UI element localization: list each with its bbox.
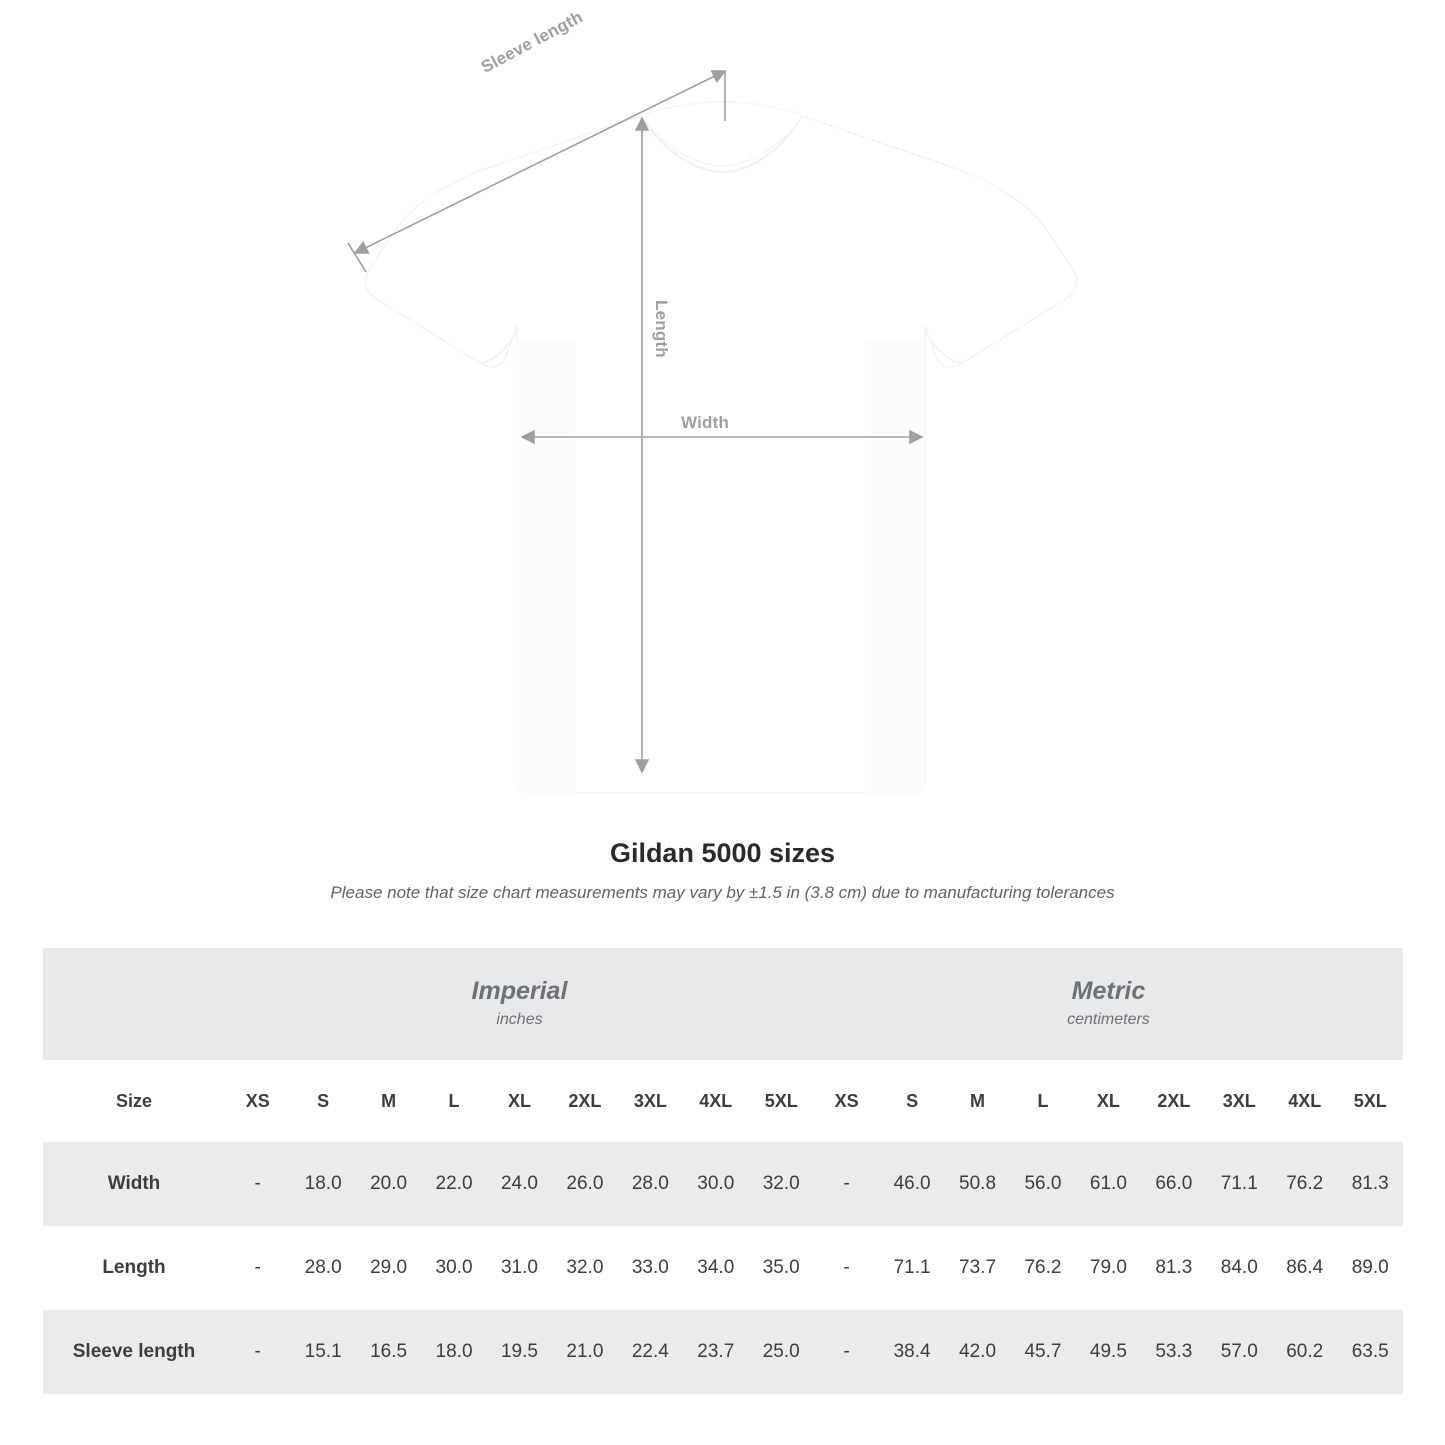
cell-length-imperial-s: 28.0: [290, 1226, 355, 1310]
page-title: Gildan 5000 sizes: [609, 838, 836, 868]
cell-length-imperial-3xl: 33.0: [618, 1226, 683, 1310]
cell-width-metric-5xl: 81.3: [1337, 1142, 1403, 1226]
cell-width-metric-m: 50.8: [945, 1142, 1010, 1226]
size-header-imperial-5xl: 5XL: [749, 1060, 814, 1142]
size-header-imperial-m: M: [356, 1060, 421, 1142]
cell-length-metric-m: 73.7: [945, 1226, 1010, 1310]
cell-sleeve-metric-s: 38.4: [879, 1310, 944, 1394]
length-label: Length: [652, 300, 671, 358]
cell-width-imperial-5xl: 32.0: [749, 1142, 814, 1226]
cell-sleeve-metric-3xl: 57.0: [1207, 1310, 1272, 1394]
size-header-imperial-s: S: [290, 1060, 355, 1142]
size-header-metric-s: S: [879, 1060, 944, 1142]
cell-sleeve-imperial-3xl: 22.4: [618, 1310, 683, 1394]
cell-sleeve-metric-2xl: 53.3: [1141, 1310, 1206, 1394]
cell-sleeve-imperial-2xl: 21.0: [552, 1310, 617, 1394]
table-row: [43, 1310, 1403, 1394]
size-header-metric-xl: XL: [1076, 1060, 1141, 1142]
cell-length-metric-l: 76.2: [1010, 1226, 1075, 1310]
cell-sleeve-imperial-m: 16.5: [356, 1310, 421, 1394]
cell-length-metric-xl: 79.0: [1076, 1226, 1141, 1310]
size-header-imperial-2xl: 2XL: [552, 1060, 617, 1142]
row-label-width: Width: [43, 1142, 225, 1226]
cell-length-metric-xs: -: [814, 1226, 879, 1310]
size-header-metric-xs: XS: [814, 1060, 879, 1142]
cell-sleeve-imperial-4xl: 23.7: [683, 1310, 748, 1394]
cell-width-imperial-2xl: 26.0: [552, 1142, 617, 1226]
cell-width-imperial-l: 22.0: [421, 1142, 486, 1226]
size-header-metric-2xl: 2XL: [1141, 1060, 1206, 1142]
size-header-imperial-3xl: 3XL: [618, 1060, 683, 1142]
tolerance-note: Please note that size chart measurements may vary by ±1.5 in (3.8 cm) due to manufacturing tolerances: [330, 883, 1115, 902]
cell-length-imperial-xs: -: [225, 1226, 290, 1310]
cell-sleeve-metric-m: 42.0: [945, 1310, 1010, 1394]
cell-sleeve-metric-5xl: 63.5: [1337, 1310, 1403, 1394]
metric-name: Metric: [1071, 976, 1146, 1005]
size-header-row: [43, 1060, 1403, 1142]
cell-length-imperial-4xl: 34.0: [683, 1226, 748, 1310]
cell-width-metric-3xl: 71.1: [1207, 1142, 1272, 1226]
size-header-metric-4xl: 4XL: [1272, 1060, 1337, 1142]
cell-sleeve-imperial-s: 15.1: [290, 1310, 355, 1394]
cell-sleeve-imperial-xs: -: [225, 1310, 290, 1394]
cell-sleeve-metric-l: 45.7: [1010, 1310, 1075, 1394]
cell-length-metric-2xl: 81.3: [1141, 1226, 1206, 1310]
cell-length-metric-4xl: 86.4: [1272, 1226, 1337, 1310]
cell-width-metric-2xl: 66.0: [1141, 1142, 1206, 1226]
row-label-sleeve-length: Sleeve length: [43, 1310, 225, 1394]
imperial-sub: inches: [496, 1010, 543, 1028]
cell-length-imperial-2xl: 32.0: [552, 1226, 617, 1310]
size-header-label: Size: [43, 1060, 225, 1142]
table-row: [43, 1142, 1403, 1226]
cell-width-metric-s: 46.0: [879, 1142, 944, 1226]
size-header-imperial-xl: XL: [487, 1060, 552, 1142]
cell-sleeve-metric-xl: 49.5: [1076, 1310, 1141, 1394]
unit-header-metric: [814, 948, 1403, 1060]
sleeve-length-label: Sleeve length: [478, 7, 586, 77]
cell-sleeve-metric-4xl: 60.2: [1272, 1310, 1337, 1394]
cell-sleeve-imperial-5xl: 25.0: [749, 1310, 814, 1394]
size-header-imperial-l: L: [421, 1060, 486, 1142]
cell-width-imperial-xl: 24.0: [487, 1142, 552, 1226]
size-table-container: [43, 948, 1403, 1394]
cell-length-imperial-5xl: 35.0: [749, 1226, 814, 1310]
unit-header-imperial: [225, 948, 814, 1060]
cell-length-imperial-l: 30.0: [421, 1226, 486, 1310]
unit-header-row: [43, 948, 1403, 1060]
size-header-metric-3xl: 3XL: [1207, 1060, 1272, 1142]
unit-header-blank: [43, 948, 225, 1060]
cell-width-metric-xs: -: [814, 1142, 879, 1226]
cell-width-imperial-3xl: 28.0: [618, 1142, 683, 1226]
metric-sub: centimeters: [1067, 1010, 1150, 1028]
cell-length-metric-3xl: 84.0: [1207, 1226, 1272, 1310]
chart-header: [0, 838, 1445, 903]
tshirt-shape: [365, 102, 1076, 793]
size-table: [43, 948, 1403, 1394]
cell-width-metric-4xl: 76.2: [1272, 1142, 1337, 1226]
size-header-metric-l: L: [1010, 1060, 1075, 1142]
cell-length-metric-s: 71.1: [879, 1226, 944, 1310]
size-header-metric-m: M: [945, 1060, 1010, 1142]
size-header-imperial-xs: XS: [225, 1060, 290, 1142]
cell-width-imperial-m: 20.0: [356, 1142, 421, 1226]
cell-length-metric-5xl: 89.0: [1337, 1226, 1403, 1310]
cell-length-imperial-xl: 31.0: [487, 1226, 552, 1310]
width-label: Width: [681, 413, 730, 432]
row-label-length: Length: [43, 1226, 225, 1310]
cell-sleeve-imperial-l: 18.0: [421, 1310, 486, 1394]
table-row: [43, 1226, 1403, 1310]
cell-width-metric-l: 56.0: [1010, 1142, 1075, 1226]
cell-sleeve-imperial-xl: 19.5: [487, 1310, 552, 1394]
imperial-name: Imperial: [471, 976, 568, 1005]
cell-width-imperial-4xl: 30.0: [683, 1142, 748, 1226]
size-header-imperial-4xl: 4XL: [683, 1060, 748, 1142]
cell-sleeve-metric-xs: -: [814, 1310, 879, 1394]
cell-width-metric-xl: 61.0: [1076, 1142, 1141, 1226]
cell-length-imperial-m: 29.0: [356, 1226, 421, 1310]
cell-width-imperial-xs: -: [225, 1142, 290, 1226]
cell-width-imperial-s: 18.0: [290, 1142, 355, 1226]
size-header-metric-5xl: 5XL: [1337, 1060, 1403, 1142]
